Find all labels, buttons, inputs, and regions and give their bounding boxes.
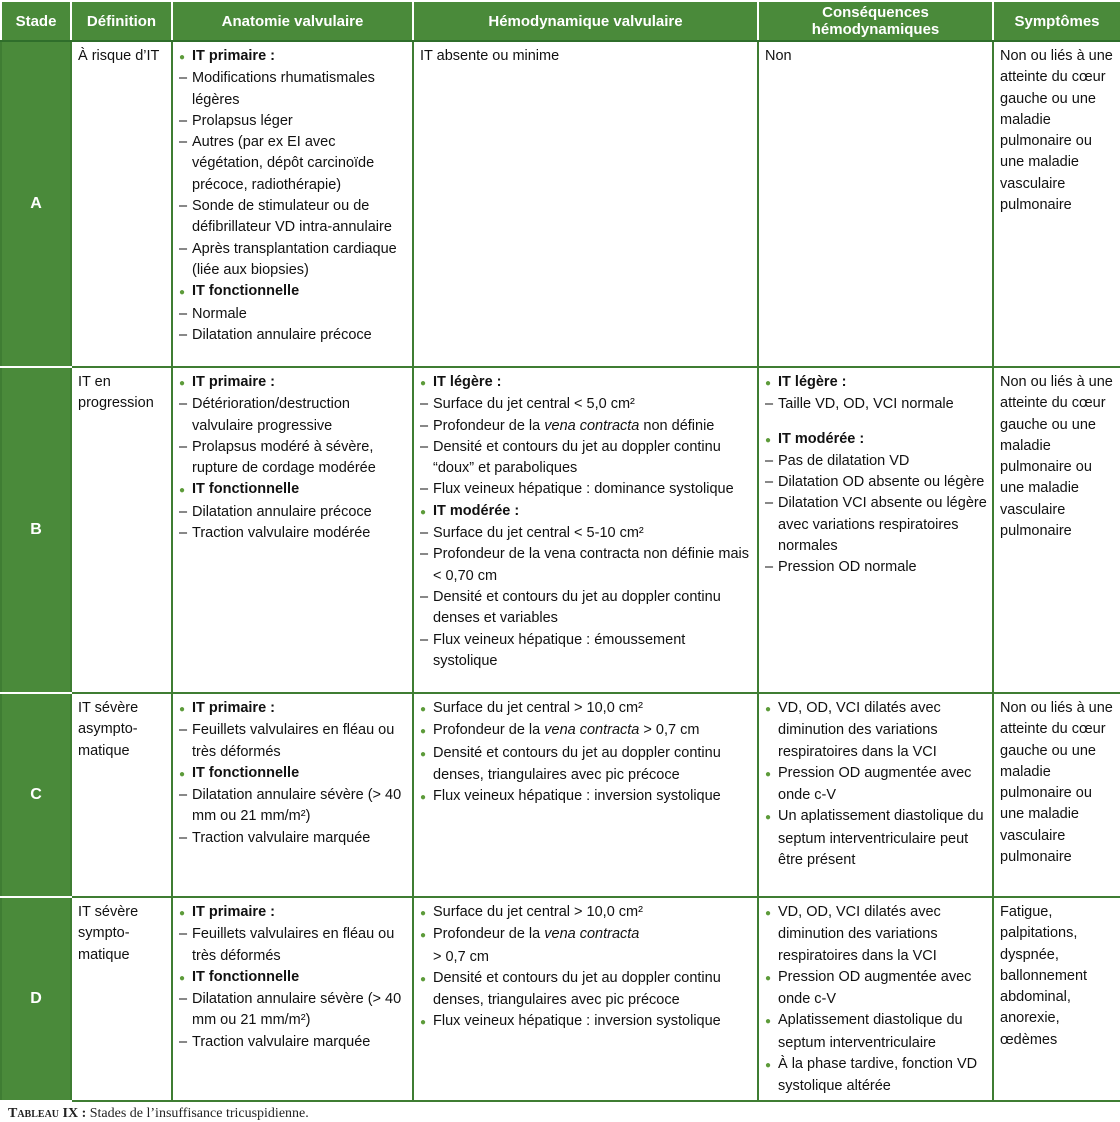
caption-label: Tableau IX : [8,1106,87,1121]
hemodynamique-cell [413,897,758,1101]
text-run: Profondeur de la [433,722,541,739]
list-item: ● Un aplatissement diastolique du septum interventriculaire peut être présent [765,806,987,871]
list-item: – Après transplantation cardiaque (liée aux biopsies) [179,239,407,282]
section-heading: ● IT fonctionnelle [179,281,407,303]
spacer [765,416,987,429]
list-item: ● Surface du jet central > 10,0 cm² [420,902,752,924]
section-heading: ● IT fonctionnelle [179,479,407,501]
section-heading: ● IT primaire : [179,902,407,924]
text-run: > 0,7 cm [643,722,700,739]
section-heading: ● IT primaire : [179,372,407,394]
list-item: – Surface du jet central < 5,0 cm² [420,394,752,415]
list-item: – Dilatation annulaire sévère (> 40 mm ou 21 mm/m²) [179,785,407,828]
table-row [1,897,1120,1101]
list-item: ● À la phase tardive, fonction VD systolique altérée [765,1054,987,1098]
list-item [420,924,752,968]
section-heading: ● IT primaire : [179,698,407,720]
list-item: – Dilatation annulaire précoce [179,502,407,523]
header-anatomie: Anatomie valvulaire [172,1,413,41]
consequences-cell [758,367,993,693]
list-item: ● VD, OD, VCI dilatés avec diminution des variations respiratoires dans la VCI [765,698,987,763]
table-row [1,41,1120,367]
anatomie-cell [172,41,413,367]
text-run: Profondeur de la [433,926,541,943]
symptomes-cell: Non ou liés à une atteinte du cœur gauche ou une maladie pulmonaire ou une maladie vasculaire pulmonaire [993,41,1120,367]
list-item: – Détérioration/destruction valvulaire progressive [179,394,407,437]
list-item: – Feuillets valvulaires en fléau ou très déformés [179,720,407,763]
list-item [420,416,752,437]
anatomie-cell [172,693,413,897]
symptomes-cell: Non ou liés à une atteinte du cœur gauche ou une maladie pulmonaire ou une maladie vasculaire pulmonaire [993,367,1120,693]
list-item: – Pas de dilatation VD [765,451,987,472]
italic-term: vena contracta [544,722,640,739]
consequences-cell [758,693,993,897]
list-item: – Traction valvulaire marquée [179,828,407,849]
hemodynamique-cell [413,693,758,897]
list-item: ● Surface du jet central > 10,0 cm² [420,698,752,720]
text-run: Profondeur de la [433,417,541,434]
anatomie-cell [172,367,413,693]
list-item: – Flux veineux hépatique : dominance systolique [420,479,752,500]
anatomie-cell [172,897,413,1101]
symptomes-cell: Fatigue, palpitations, dyspnée, ballonnement abdominal, anorexie, œdèmes [993,897,1120,1101]
table-row [1,693,1120,897]
hemodynamique-cell [413,41,758,367]
list-item: – Feuillets valvulaires en fléau ou très déformés [179,924,407,967]
list-item: – Traction valvulaire marquée [179,1032,407,1053]
text-run: > 0,7 cm [433,948,490,965]
header-consequences: Conséquences hémodynamiques [758,1,993,41]
consequences-cell [758,41,993,367]
list-item: – Pression OD normale [765,557,987,578]
list-item: – Modifications rhumatismales légères [179,68,407,111]
list-item: – Dilatation annulaire sévère (> 40 mm ou 21 mm/m²) [179,989,407,1032]
caption-text: Stades de l’insuffisance tricuspidienne. [89,1106,309,1121]
section-heading: ● IT modérée : [765,429,987,451]
section-heading: ● IT légère : [765,372,987,394]
header-row [1,1,1120,41]
table-row [1,367,1120,693]
section-heading: ● IT primaire : [179,46,407,68]
list-item: ● Flux veineux hépatique : inversion systolique [420,786,752,808]
list-item: – Normale [179,304,407,325]
list-item: ● Flux veineux hépatique : inversion systolique [420,1011,752,1033]
section-heading: ● IT fonctionnelle [179,763,407,785]
list-item: – Flux veineux hépatique : émoussement systolique [420,630,752,673]
list-item: Non [765,48,792,64]
list-item: ● Pression OD augmentée avec onde c-V [765,967,987,1011]
list-item: IT absente ou minime [420,48,560,64]
list-item: – Taille VD, OD, VCI normale [765,394,987,415]
list-item: – Traction valvulaire modérée [179,523,407,544]
list-item: – Profondeur de la vena contracta non définie mais < 0,70 cm [420,544,752,587]
italic-term: vena contracta [544,926,640,943]
list-item: – Prolapsus léger [179,111,407,132]
stage-cell: C [1,693,71,897]
consequences-cell [758,897,993,1101]
hemodynamique-cell [413,367,758,693]
list-item: – Dilatation OD absente ou légère [765,472,987,493]
definition-cell: IT sévère sympto-matique [71,897,172,1101]
text-run: non définie [643,417,715,434]
list-item: ● Densité et contours du jet au doppler continu denses, triangulaires avec pic précoce [420,968,752,1012]
list-item: – Densité et contours du jet au doppler continu denses et variables [420,587,752,630]
italic-term: vena contracta [544,417,640,434]
list-item: ● Densité et contours du jet au doppler continu denses, triangulaires avec pic précoce [420,743,752,787]
header-stade: Stade [1,1,71,41]
list-item: – Autres (par ex EI avec végétation, dépôt carcinoïde précoce, radiothérapie) [179,132,407,196]
stage-cell: D [1,897,71,1101]
symptomes-cell: Non ou liés à une atteinte du cœur gauche ou une maladie pulmonaire ou une maladie vasculaire pulmonaire [993,693,1120,897]
stage-cell: B [1,367,71,693]
list-item: ● Pression OD augmentée avec onde c-V [765,763,987,807]
header-hemodynamique: Hémodynamique valvulaire [413,1,758,41]
section-heading: ● IT fonctionnelle [179,967,407,989]
stage-cell: A [1,41,71,367]
list-item: – Sonde de stimulateur ou de défibrillateur VD intra-annulaire [179,196,407,239]
list-item: – Dilatation VCI absente ou légère avec variations respiratoires normales [765,493,987,557]
header-definition: Définition [71,1,172,41]
list-item: ● VD, OD, VCI dilatés avec diminution des variations respiratoires dans la VCI [765,902,987,967]
list-item: – Surface du jet central < 5-10 cm² [420,523,752,544]
list-item: ● Aplatissement diastolique du septum interventriculaire [765,1010,987,1054]
header-symptomes: Symptômes [993,1,1120,41]
section-heading: ● IT modérée : [420,501,752,523]
section-heading: ● IT légère : [420,372,752,394]
list-item: – Prolapsus modéré à sévère, rupture de cordage modérée [179,437,407,480]
list-item: – Dilatation annulaire précoce [179,325,407,346]
definition-cell: À risque d’IT [71,41,172,367]
definition-cell: IT en progression [71,367,172,693]
list-item: – Densité et contours du jet au doppler continu “doux” et paraboliques [420,437,752,480]
list-item [420,720,752,742]
definition-cell: IT sévère asympto-matique [71,693,172,897]
